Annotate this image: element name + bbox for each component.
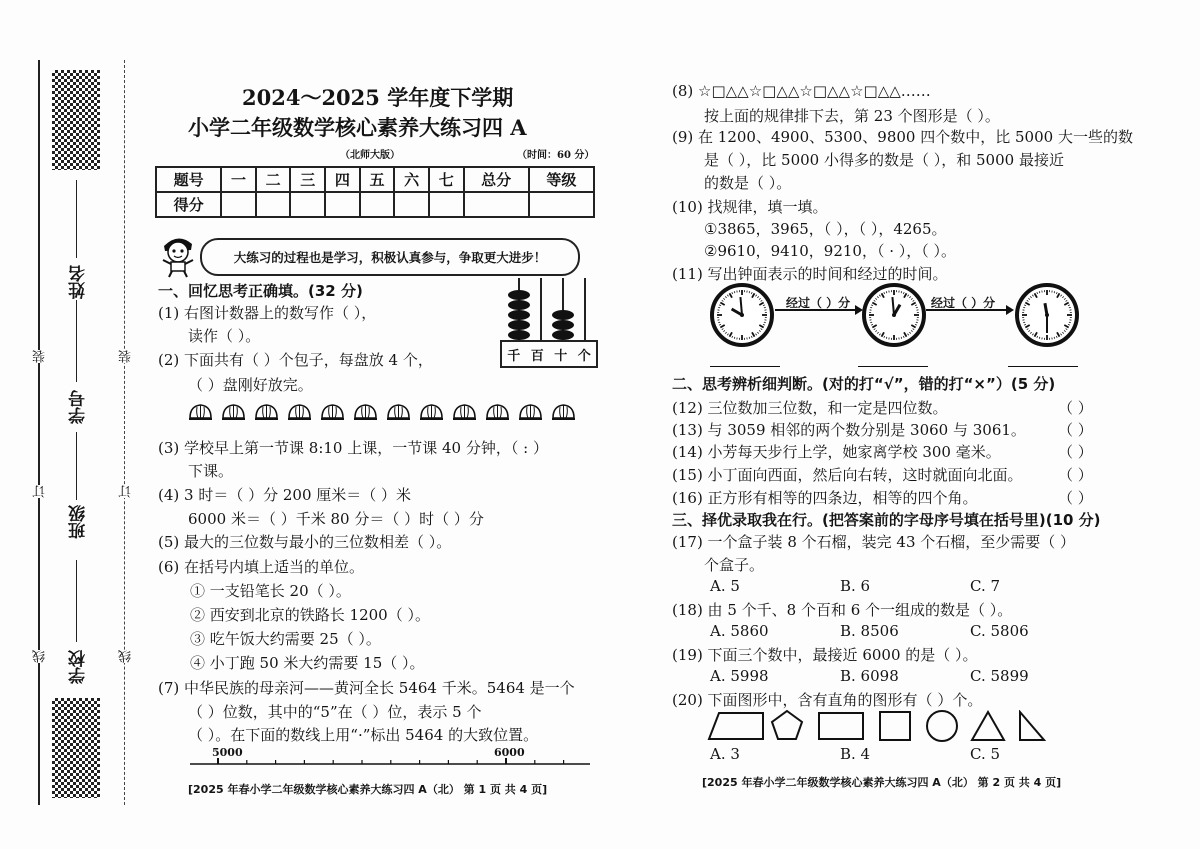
arrow-right-icon — [775, 304, 863, 316]
abacus-bead — [552, 320, 574, 330]
abacus-bead — [508, 320, 530, 330]
cartoon-boy-icon — [158, 232, 198, 278]
judge-answer-box[interactable]: （ ） — [1058, 466, 1093, 484]
number-line-right-label: 6000 — [494, 746, 525, 759]
score-table-header-row — [156, 167, 594, 192]
q12-line: (12) 三位数加三位数，和一定是四位数。 — [672, 399, 948, 417]
q2-line-b: （ ）盘刚好放完。 — [188, 376, 313, 394]
q17-option-b[interactable]: B. 6 — [840, 577, 871, 595]
q18-option-b[interactable]: B. 8506 — [840, 622, 899, 640]
steamed-bun-icon — [188, 402, 213, 423]
abacus-place-label: 百 — [530, 348, 544, 364]
bind-mark-zhuang-left: 装 — [33, 350, 48, 363]
q7-line-c: （ ）。在下面的数线上用“·”标出 5464 的大致位置。 — [188, 726, 539, 744]
q8-line-a: (8) ☆□△△☆□△△☆□△△☆□△△…… — [672, 82, 931, 100]
q5-line: (5) 最大的三位数与最小的三位数相差（ ）。 — [158, 533, 452, 551]
q14-line: (14) 小芳每天步行上学，她家离学校 300 毫米。 — [672, 443, 1001, 461]
score-input-cell[interactable] — [429, 192, 464, 217]
q17-option-c[interactable]: C. 7 — [970, 577, 1001, 595]
q17-line-a: (17) 一个盒子装 8 个石榴，装完 43 个石榴，至少需要（ ） — [672, 533, 1076, 551]
class-line[interactable] — [76, 432, 77, 500]
q17-line-b: 个盒子。 — [704, 556, 765, 574]
clock-face-icon — [1015, 283, 1079, 347]
name-label: 姓名 — [69, 265, 89, 299]
q20-option-a[interactable]: A. 3 — [710, 745, 740, 763]
score-table-cell: 总分 — [464, 167, 529, 192]
score-table-cell: 六 — [394, 167, 429, 192]
score-input-cell[interactable] — [529, 192, 594, 217]
score-table-score-row — [156, 192, 594, 217]
q19-option-a[interactable]: A. 5998 — [710, 667, 769, 685]
q3-line-a: (3) 学校早上第一节课 8:10 上课，一节课 40 分钟，（ : ） — [158, 439, 548, 457]
arrow-right-icon — [926, 304, 1014, 316]
q10-item-2: ②9610，9410，9210，（ · ），（ ）。 — [704, 242, 957, 260]
q13-line: (13) 与 3059 相邻的两个数分别是 3060 与 3061。 — [672, 421, 1026, 439]
clock-face-icon — [710, 283, 774, 347]
score-table — [155, 166, 595, 218]
steamed-bun-icon — [485, 402, 510, 423]
bind-mark-zhuang-right: 装 — [119, 350, 134, 363]
class-label: 班级 — [69, 505, 89, 539]
clock-3-answer-line[interactable] — [1008, 366, 1078, 367]
steamed-bun-icon — [518, 402, 543, 423]
score-input-cell[interactable] — [464, 192, 529, 217]
q6-item-3: ③ 吃午饭大约需要 25（ ）。 — [190, 630, 381, 648]
checker-pattern-top — [52, 70, 100, 170]
footer-page-2: [2025 年春小学二年级数学核心素养大练习四 A（北） 第 2 页 共 4 页] — [702, 776, 1062, 789]
bind-mark-ding-left: 订 — [33, 485, 48, 498]
score-input-cell[interactable] — [394, 192, 429, 217]
q6-item-2: ② 西安到北京的铁路长 1200（ ）。 — [190, 606, 430, 624]
abacus-place-label: 个 — [577, 348, 591, 364]
q4-line-a: (4) 3 时＝（ ）分 200 厘米＝（ ）米 — [158, 486, 412, 504]
bind-mark-xian-right: 线 — [119, 650, 134, 663]
score-input-cell[interactable] — [256, 192, 291, 217]
q6-item-4: ④ 小丁跑 50 米大约需要 15（ ）。 — [190, 654, 425, 672]
shape-pentagon-icon — [770, 709, 804, 741]
score-table-cell: 等级 — [529, 167, 594, 192]
student-number-line[interactable] — [76, 300, 77, 382]
steamed-bun-icon — [287, 402, 312, 423]
q9-line-b: 是（ ），比 5000 小得多的数是（ ），和 5000 最接近 — [704, 151, 1064, 169]
q2-line-a: (2) 下面共有（ ）个包子，每盘放 4 个， — [158, 351, 433, 369]
clock-2-answer-line[interactable] — [858, 366, 928, 367]
q18-line: (18) 由 5 个千、8 个百和 6 个一组成的数是（ ）。 — [672, 601, 1013, 619]
shape-right-triangle-icon — [1016, 710, 1046, 742]
section-2-heading: 二、思考辨析细判断。(对的打“√”，错的打“×”）(5 分) — [672, 375, 1056, 393]
shape-square-icon — [878, 710, 912, 742]
shape-trapezoid-icon — [707, 711, 765, 741]
abacus-bead — [508, 310, 530, 320]
q3-line-b: 下课。 — [188, 462, 234, 480]
steamed-bun-icon — [320, 402, 345, 423]
score-input-cell[interactable] — [221, 192, 256, 217]
q19-option-b[interactable]: B. 6098 — [840, 667, 899, 685]
q16-line: (16) 正方形有相等的四条边，相等的四个角。 — [672, 489, 978, 507]
footer-page-1: [2025 年春小学二年级数学核心素养大练习四 A（北） 第 1 页 共 4 页] — [188, 783, 548, 796]
q10-line: (10) 找规律，填一填。 — [672, 198, 828, 216]
score-table-cell: 二 — [256, 167, 291, 192]
judge-answer-box[interactable]: （ ） — [1058, 399, 1093, 417]
binding-strip — [33, 60, 134, 805]
q4-line-b: 6000 米＝（ ）千米 80 分＝（ ）时（ ）分 — [188, 510, 484, 528]
q19-line: (19) 下面三个数中，最接近 6000 的是（ ）。 — [672, 646, 978, 664]
steamed-bun-icon — [353, 402, 378, 423]
score-table-cell: 得分 — [156, 192, 221, 217]
q18-option-a[interactable]: A. 5860 — [710, 622, 769, 640]
score-table-cell: 一 — [221, 167, 256, 192]
score-table-cell: 四 — [325, 167, 360, 192]
q1-line-b: 读作（ ）。 — [188, 327, 261, 345]
q10-item-1: ①3865，3965，（ ），（ ），4265。 — [704, 220, 947, 238]
steamed-bun-icon — [221, 402, 246, 423]
school-line[interactable] — [76, 560, 77, 642]
steamed-bun-icon — [551, 402, 576, 423]
clock-1-answer-line[interactable] — [710, 366, 780, 367]
abacus-place-label: 十 — [554, 348, 568, 364]
judge-answer-box[interactable]: （ ） — [1058, 443, 1093, 461]
number-line-left-label: 5000 — [212, 746, 243, 759]
abacus-counter — [500, 278, 596, 370]
steamed-bun-icon — [254, 402, 279, 423]
abacus-bead — [508, 300, 530, 310]
student-number-label: 学号 — [69, 390, 89, 424]
shape-circle-icon — [925, 709, 959, 743]
title-line-2: 小学二年级数学核心素养大练习四 A — [188, 115, 527, 140]
steamed-bun-icon — [386, 402, 411, 423]
section-1-heading: 一、回忆思考正确填。(32 分) — [158, 282, 363, 300]
abacus-bead — [552, 330, 574, 340]
bind-mark-ding-right: 订 — [119, 485, 134, 498]
q19-option-c[interactable]: C. 5899 — [970, 667, 1029, 685]
abacus-bead — [508, 290, 530, 300]
score-table-cell: 题号 — [156, 167, 221, 192]
abacus-bead — [508, 330, 530, 340]
edition-label: （北师大版） — [340, 150, 400, 161]
time-label: （时间：60 分） — [517, 150, 595, 161]
q17-option-a[interactable]: A. 5 — [710, 577, 740, 595]
checker-pattern-bottom — [52, 698, 100, 798]
q8-line-b: 按上面的规律排下去，第 23 个图形是（ ）。 — [704, 107, 1000, 125]
section-3-heading: 三、择优录取我在行。(把答案前的字母序号填在括号里)(10 分) — [672, 511, 1101, 529]
q7-line-b: （ ）位数，其中的“5”在（ ）位，表示 5 个 — [188, 703, 482, 721]
q18-option-c[interactable]: C. 5806 — [970, 622, 1029, 640]
q20-option-c[interactable]: C. 5 — [970, 745, 1001, 763]
score-input-cell[interactable] — [290, 192, 325, 217]
elapsed-label-2: 经过（ ）分 — [931, 296, 996, 310]
q9-line-a: (9) 在 1200、4900、5300、9800 四个数中，比 5000 大一些的数 — [672, 128, 1133, 146]
shape-triangle-icon — [970, 710, 1006, 742]
steamed-bun-icon — [452, 402, 477, 423]
q15-line: (15) 小丁面向西面，然后向右转，这时就面向北面。 — [672, 466, 1023, 484]
elapsed-label-1: 经过（ ）分 — [786, 296, 851, 310]
q1-line-a: (1) 右图计数器上的数写作（ ）， — [158, 304, 377, 322]
q9-line-c: 的数是（ ）。 — [704, 174, 792, 192]
score-table-cell: 七 — [429, 167, 464, 192]
abacus-bead — [552, 310, 574, 320]
abacus-place-label: 千 — [507, 348, 521, 364]
clock-face-icon — [862, 283, 926, 347]
number-line[interactable] — [190, 756, 590, 772]
name-line[interactable] — [76, 180, 77, 258]
title-line-1: 2024～2025 学年度下学期 — [242, 85, 514, 110]
q7-line-a: (7) 中华民族的母亲河——黄河全长 5464 千米。5464 是一个 — [158, 679, 575, 697]
judge-answer-box[interactable]: （ ） — [1058, 421, 1093, 439]
q20-option-b[interactable]: B. 4 — [840, 745, 871, 763]
q20-line: (20) 下面图形中，含有直角的图形有（ ）个。 — [672, 691, 983, 709]
school-label: 学校 — [69, 650, 89, 684]
score-input-cell[interactable] — [360, 192, 395, 217]
bind-mark-xian-left: 线 — [33, 650, 48, 663]
judge-answer-box[interactable]: （ ） — [1058, 489, 1093, 507]
abacus-frame — [500, 340, 598, 368]
shape-rectangle-icon — [817, 711, 865, 741]
q6-item-1: ① 一支铅笔长 20（ ）。 — [190, 582, 351, 600]
score-table-cell: 三 — [290, 167, 325, 192]
score-input-cell[interactable] — [325, 192, 360, 217]
steamed-bun-icon — [419, 402, 444, 423]
motto-bubble: 大练习的过程也是学习，积极认真参与，争取更大进步！ — [200, 238, 580, 276]
q6-line: (6) 在括号内填上适当的单位。 — [158, 558, 365, 576]
q11-line: (11) 写出钟面表示的时间和经过的时间。 — [672, 265, 948, 283]
score-table-cell: 五 — [360, 167, 395, 192]
